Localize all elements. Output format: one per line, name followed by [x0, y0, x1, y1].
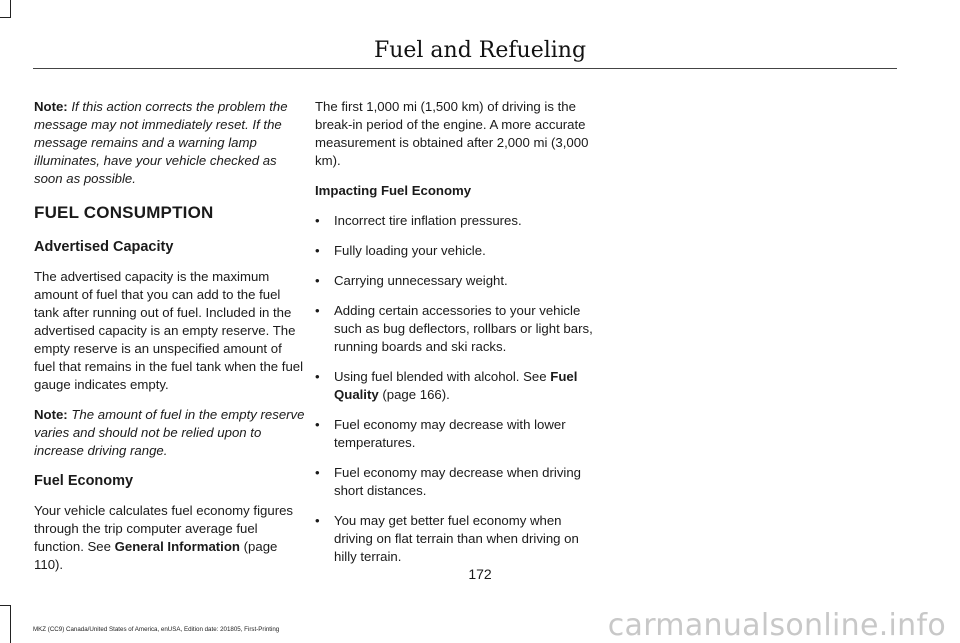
- advertised-capacity-body: The advertised capacity is the maximum amount of fuel that you can add to the fuel tank after running out of fuel. Included in the advertised capacity is an empty reserve. The empty reserve is an unspecified amount of fuel that remains in the fuel tank when the fuel gauge indicates empty.: [34, 269, 304, 392]
- list-item-text: Using fuel blended with alcohol. See: [334, 369, 551, 384]
- list-item-text: Fuel economy may decrease with lower temperatures.: [334, 417, 566, 450]
- crop-mark: [10, 0, 11, 18]
- list-item-text: (page 166).: [378, 387, 450, 402]
- break-in-paragraph: The first 1,000 mi (1,500 km) of driving is the break-in period of the engine. A more accurate measurement is obtained after 2,000 mi (3,000 km).: [315, 99, 589, 168]
- list-item: [315, 368, 602, 404]
- list-item: [315, 302, 602, 356]
- body-text: (page 110).: [34, 539, 278, 572]
- note-text: The amount of fuel in the empty reserve varies and should not be relied upon to increase driving range.: [34, 407, 305, 458]
- bullet-icon: •: [315, 513, 320, 528]
- note-label: Note:: [34, 99, 68, 114]
- right-column: [315, 98, 602, 578]
- subheading-fuel-economy: Fuel Economy: [34, 473, 134, 489]
- fuel-economy-body: [34, 502, 306, 574]
- bullet-icon: •: [315, 303, 320, 318]
- note-paragraph: [34, 98, 306, 188]
- note-text: If this action corrects the problem the message may not immediately reset. If the message remains and a warning lamp illuminates, have your vehicle checked as soon as possible.: [34, 99, 288, 186]
- bullet-icon: •: [315, 417, 320, 432]
- body-text: Your vehicle calculates fuel economy figures through the trip computer average fuel function. See: [34, 503, 294, 554]
- cross-reference-link[interactable]: General Information: [114, 539, 240, 554]
- bullet-icon: •: [315, 243, 320, 258]
- list-item: [315, 416, 602, 452]
- left-column: [34, 98, 306, 586]
- subheading-advertised-capacity: Advertised Capacity: [34, 239, 174, 255]
- bullet-icon: •: [315, 369, 320, 384]
- bullet-icon: •: [315, 465, 320, 480]
- section-heading: FUEL CONSUMPTION: [34, 203, 214, 222]
- list-item-text: Fuel economy may decrease when driving short distances.: [334, 465, 582, 498]
- crop-mark: [0, 605, 11, 606]
- note-label: Note:: [34, 407, 68, 422]
- cross-reference-link[interactable]: Fuel Quality: [334, 369, 578, 402]
- header-divider: [33, 68, 897, 69]
- list-item-text: You may get better fuel economy when driving on flat terrain than when driving on hilly terrain.: [334, 513, 579, 564]
- list-item: [315, 464, 602, 500]
- list-item: [315, 242, 602, 260]
- list-item-text: Adding certain accessories to your vehicle such as bug deflectors, rollbars or light bars, running boards and ski racks.: [334, 303, 593, 354]
- list-item: [315, 272, 602, 290]
- footer-edition-info: MKZ (CC9) Canada/United States of America, enUSA, Edition date: 201805, First-Printing: [33, 626, 280, 633]
- subheading-impacting-fuel-economy: Impacting Fuel Economy: [315, 183, 472, 198]
- list-item: [315, 212, 602, 230]
- list-item-text: Incorrect tire inflation pressures.: [334, 213, 522, 228]
- list-item: [315, 512, 602, 566]
- impact-list: [315, 212, 602, 566]
- list-item-text: Fully loading your vehicle.: [334, 243, 486, 258]
- note-paragraph: [34, 406, 306, 460]
- crop-mark: [10, 605, 11, 643]
- page-title: Fuel and Refueling: [373, 38, 587, 63]
- watermark: carmanualsonline.info: [607, 608, 946, 643]
- page-number: 172: [468, 566, 492, 582]
- crop-mark: [0, 17, 11, 18]
- bullet-icon: •: [315, 273, 320, 288]
- list-item-text: Carrying unnecessary weight.: [334, 273, 508, 288]
- bullet-icon: •: [315, 213, 320, 228]
